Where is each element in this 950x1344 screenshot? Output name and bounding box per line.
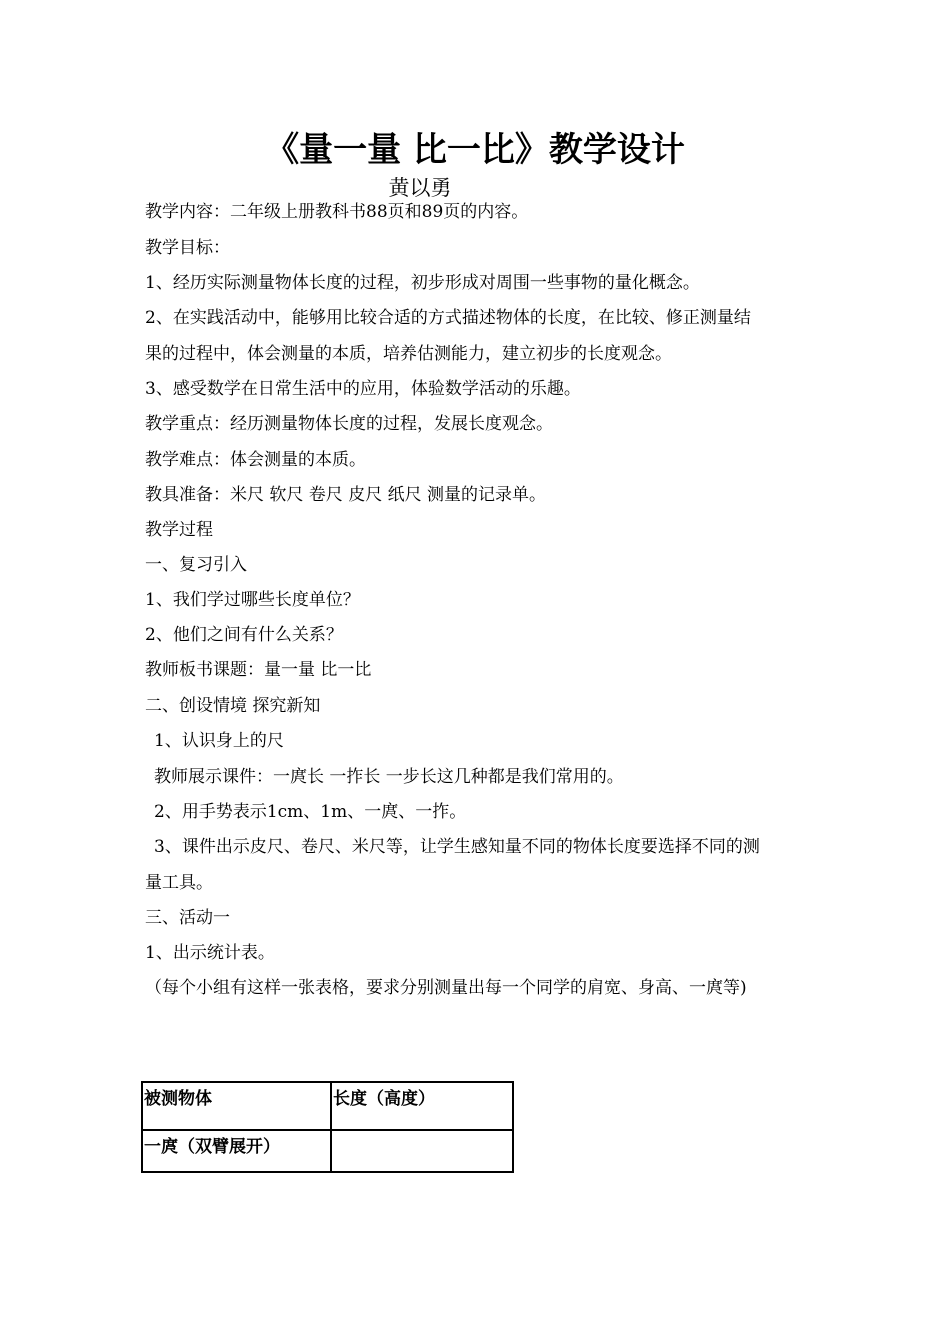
- step-3-line-1: 3、课件出示皮尺、卷尺、米尺等，让学生感知量不同的物体长度要选择不同的测: [154, 837, 760, 857]
- teaching-difficulty: 教学难点：体会测量的本质。: [145, 450, 366, 470]
- activity-step-1: 1、出示统计表。: [145, 943, 275, 963]
- review-question-1: 1、我们学过哪些长度单位？: [145, 590, 360, 610]
- activity-note: （每个小组有这样一张表格，要求分别测量出每一个同学的肩宽、身高、一庹等): [145, 978, 747, 998]
- goal-3: 3、感受数学在日常生活中的应用，体验数学活动的乐趣。: [145, 379, 581, 399]
- teaching-aids: 教具准备：米尺 软尺 卷尺 皮尺 纸尺 测量的记录单。: [145, 485, 547, 505]
- review-question-2: 2、他们之间有什么关系？: [145, 625, 343, 645]
- author-name: 黄以勇: [388, 176, 452, 200]
- goal-2-line-2: 果的过程中，体会测量的本质，培养估测能力，建立初步的长度观念。: [145, 344, 672, 364]
- step-2: 2、用手势表示1cm、1m、一庹、一拃。: [154, 802, 467, 822]
- teaching-process-heading: 教学过程: [145, 520, 213, 540]
- table-header-row: [142, 1082, 513, 1130]
- teaching-goals-heading: 教学目标：: [145, 238, 230, 258]
- teaching-content: 教学内容：二年级上册教科书88页和89页的内容。: [145, 202, 529, 222]
- step-3-line-2: 量工具。: [145, 873, 213, 893]
- teaching-focus: 教学重点：经历测量物体长度的过程，发展长度观念。: [145, 414, 553, 434]
- document-title: 《量一量 比一比》教学设计: [265, 130, 685, 170]
- table-cell-object: 一庹（双臂展开）: [142, 1130, 331, 1172]
- goal-1: 1、经历实际测量物体长度的过程，初步形成对周围一些事物的量化概念。: [145, 273, 700, 293]
- section-2-heading: 二、创设情境 探究新知: [145, 696, 321, 716]
- table-row: [142, 1130, 513, 1172]
- table-header-length: 长度（高度）: [331, 1082, 513, 1130]
- table-cell-length: [331, 1130, 513, 1172]
- goal-2-line-1: 2、在实践活动中，能够用比较合适的方式描述物体的长度，在比较、修正测量结: [145, 308, 751, 328]
- board-title: 教师板书课题：量一量 比一比: [145, 660, 372, 680]
- step-1-detail: 教师展示课件：一庹长 一拃长 一步长这几种都是我们常用的。: [154, 767, 624, 787]
- section-1-heading: 一、复习引入: [145, 555, 247, 575]
- step-1: 1、认识身上的尺: [154, 731, 284, 751]
- table-header-object: 被测物体: [142, 1082, 331, 1130]
- measurement-table: [141, 1081, 514, 1173]
- section-3-heading: 三、活动一: [145, 908, 230, 928]
